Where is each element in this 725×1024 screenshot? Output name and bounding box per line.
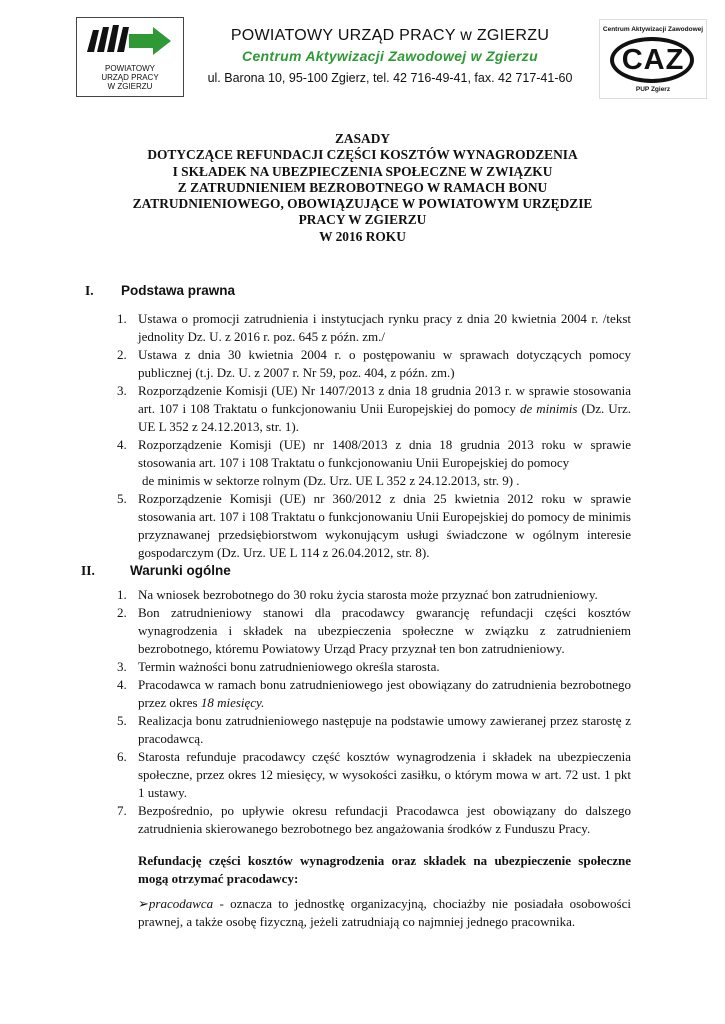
list-number: 3. xyxy=(117,659,127,674)
list-number: 1. xyxy=(117,311,127,326)
letterhead xyxy=(0,0,725,110)
definition-term: pracodawca xyxy=(148,896,214,911)
title-line: ZATRUDNIENIOWEGO, OBOWIĄZUJĄCE W POWIATOWYM URZĘDZIE xyxy=(132,196,593,212)
list-item xyxy=(117,802,631,838)
list-item xyxy=(117,382,631,436)
list-text: Realizacja bonu zatrudnieniowego następuje na podstawie umowy zawieranej przez starostę z pracodawcą. xyxy=(138,713,631,746)
list-text: Bezpośrednio, po upływie okresu refundacji Pracodawca jest obowiązany do dalszego zatrudnienia skierowanego bezrobotnego bez angażowania środków z Funduszu Pracy. xyxy=(138,803,631,836)
arrow-bullet-icon: ➢ xyxy=(138,896,149,911)
logo-line-2: URZĄD PRACY xyxy=(101,73,159,82)
list-text: Pracodawca w ramach bonu zatrudnieniowego jest obowiązany do zatrudnienia bezrobotnego przez okres xyxy=(138,677,631,710)
section-2-heading: Warunki ogólne xyxy=(130,563,231,578)
list-item xyxy=(117,346,631,382)
list-text: Termin ważności bonu zatrudnieniowego określa starosta. xyxy=(138,659,440,674)
title-line: PRACY W ZGIERZU xyxy=(298,212,427,228)
list-text: Rozporządzenie Komisji (UE) nr 1408/2013 z dnia 18 grudnia 2013 roku w sprawie stosowania art. 107 i 108 Traktatu o funkcjonowaniu Unii Europejskiej do pomocy xyxy=(138,437,631,470)
list-item xyxy=(117,676,631,712)
definition-paragraph xyxy=(138,895,631,931)
list-number: 6. xyxy=(117,749,127,764)
section-2-list xyxy=(117,586,631,838)
list-number: 4. xyxy=(117,677,127,692)
employers-eligibility-paragraph: Refundację części kosztów wynagrodzenia oraz składek na ubezpieczenie społeczne mogą otrzymać pracodawcy: xyxy=(138,853,631,886)
list-number: 2. xyxy=(117,347,127,362)
section-1-numeral: I. xyxy=(85,283,94,298)
caz-logo-top-text: Centrum Aktywizacji Zawodowej xyxy=(602,26,704,33)
caz-logo-bottom-text: PUP Zgierz xyxy=(635,86,671,93)
list-item xyxy=(117,490,631,562)
logo-line-1: POWIATOWY xyxy=(105,64,155,73)
list-text: Ustawa o promocji zatrudnienia i instytucjach rynku pracy z dnia 20 kwietnia 2004 r. /tekst jednolity Dz. U. z 2016 r. poz. 645 z późn. zm./ xyxy=(138,311,631,344)
list-number: 4. xyxy=(117,437,127,452)
list-number: 5. xyxy=(117,713,127,728)
list-item xyxy=(117,748,631,802)
title-line: ZASADY xyxy=(334,131,391,146)
office-address: ul. Barona 10, 95-100 Zgierz, tel. 42 716-49-41, fax. 42 717-41-60 xyxy=(207,71,573,85)
list-item xyxy=(117,712,631,748)
list-text: (Dz. Urz. UE L 352 z 24.12.2013, str. 1). xyxy=(138,401,631,434)
list-number: 1. xyxy=(117,587,127,602)
list-text: Rozporządzenie Komisji (UE) nr 360/2012 z dnia 25 kwietnia 2012 roku w sprawie stosowania art. 107 i 108 Traktatu o funkcjonowaniu Unii Europejskiej do pomocy de minimis przyznawanej przedsiębiorstwom wykonującym usługi świadczone w ogólnym interesie gospodarczym (Dz. Urz. UE L 114 z 26.04.2012, str. 8). xyxy=(138,491,631,560)
title-line: DOTYCZĄCE REFUNDACJI CZĘŚCI KOSZTÓW WYNAGRODZENIA xyxy=(147,147,578,163)
definition-text: - oznacza to jednostkę organizacyjną, chociażby nie posiadała osobowości prawnej, a także osobę fizyczną, jeżeli zatrudniają co najmniej jednego pracownika. xyxy=(138,896,631,929)
title-line: I SKŁADEK NA UBEZPIECZENIA SPOŁECZNE W ZWIĄZKU xyxy=(172,163,553,179)
list-text-italic: de minimis xyxy=(519,401,578,416)
section-1-list xyxy=(117,310,631,562)
list-item xyxy=(117,586,631,604)
caz-logo xyxy=(600,20,706,98)
office-title: POWIATOWY URZĄD PRACY w ZGIERZU xyxy=(230,27,550,44)
list-text: Rozporządzenie Komisji (UE) Nr 1407/2013 z dnia 18 grudnia 2013 r. w sprawie stosowania art. 107 i 108 Traktatu o funkcjonowaniu Unii Europejskiej do pomocy xyxy=(138,383,631,416)
list-number: 3. xyxy=(117,383,127,398)
section-1-heading: Podstawa prawna xyxy=(121,283,236,298)
document-title xyxy=(95,131,630,245)
logo-arrow-icon xyxy=(83,22,177,60)
list-text: Bon zatrudnieniowy stanowi dla pracodawcy gwarancję refundacji części kosztów wynagrodzenia i składek na ubezpieczenia społeczne w związku z zatrudnieniem bezrobotnego, któremu Powiatowy Urząd Pracy przyznał ten bon zatrudnieniowy. xyxy=(138,605,631,656)
caz-logo-letters: CAZ xyxy=(621,44,685,76)
list-text: Na wniosek bezrobotnego do 30 roku życia starosta może przyznać bon zatrudnieniowy. xyxy=(138,587,598,602)
list-item xyxy=(117,604,631,658)
title-line: W 2016 ROKU xyxy=(319,228,406,244)
list-number: 7. xyxy=(117,803,127,818)
office-subtitle: Centrum Aktywizacji Zawodowej w Zgierzu xyxy=(242,48,538,64)
list-text-italic: 18 miesięcy. xyxy=(200,695,265,710)
list-text: Ustawa z dnia 30 kwietnia 2004 r. o postępowaniu w sprawach dotyczących pomocy publicznej (t.j. Dz. U. z 2007 r. Nr 59, poz. 404, z późn. zm.) xyxy=(138,347,631,380)
list-item xyxy=(117,658,631,676)
section-2-numeral: II. xyxy=(81,563,95,578)
list-number: 2. xyxy=(117,605,127,620)
list-item xyxy=(117,310,631,346)
list-number: 5. xyxy=(117,491,127,506)
list-text: Starosta refunduje pracodawcy część kosztów wynagrodzenia i składek na ubezpieczenia społeczne, przez okres 12 miesięcy, w wysokości zasiłku, o którym mowa w art. 72 ust. 1 pkt 1 ustawy. xyxy=(138,749,631,800)
title-line: Z ZATRUDNIENIEM BEZROBOTNEGO W RAMACH BONU xyxy=(177,179,548,195)
list-text: de minimis w sektorze rolnym (Dz. Urz. UE L 352 z 24.12.2013, str. 9) . xyxy=(142,473,520,488)
list-item xyxy=(117,436,631,490)
pup-zgierz-logo xyxy=(76,17,184,97)
logo-line-3: W ZGIERZU xyxy=(107,82,153,91)
